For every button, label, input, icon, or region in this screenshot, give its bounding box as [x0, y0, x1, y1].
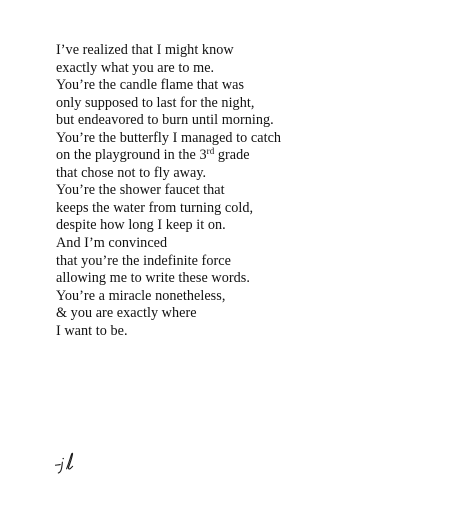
- poem-line-3: You’re the candle flame that was: [56, 77, 245, 94]
- poem-line-6: You’re the butterfly I managed to catch: [56, 129, 282, 146]
- poem-line-4: only supposed to last for the night,: [56, 94, 255, 111]
- poem-line-14: allowing me to write these words.: [56, 270, 250, 287]
- poem-line-11: despite how long I keep it on.: [56, 217, 226, 234]
- poem-line-16: & you are exactly where: [56, 305, 197, 322]
- poem-line-17: I want to be.: [56, 322, 128, 339]
- poem-line-7: [56, 147, 281, 165]
- poem-line-5: but endeavored to burn until morning.: [56, 112, 274, 129]
- poem-line-10: keeps the water from turning cold,: [56, 199, 254, 216]
- handwritten-signature: [54, 451, 82, 475]
- poem-line-7-end: grade: [214, 147, 250, 164]
- poem-line-15: You’re a miracle nonetheless,: [56, 287, 226, 304]
- poem-line-9: You’re the shower faucet that: [56, 182, 225, 199]
- ordinal-suffix: rd: [206, 146, 215, 157]
- poem-line-8: that chose not to fly away.: [56, 164, 207, 181]
- poem-line-7-start: on the playground in the 3: [56, 147, 207, 164]
- signature-mark: [54, 451, 82, 475]
- poem-line-1: I’ve realized that I might know: [56, 42, 234, 58]
- poem-line-13: that you’re the indefinite force: [56, 252, 231, 269]
- poem-body: [56, 42, 281, 340]
- poem-line-12: And I’m convinced: [56, 235, 168, 252]
- poem-line-2: exactly what you are to me.: [56, 59, 215, 76]
